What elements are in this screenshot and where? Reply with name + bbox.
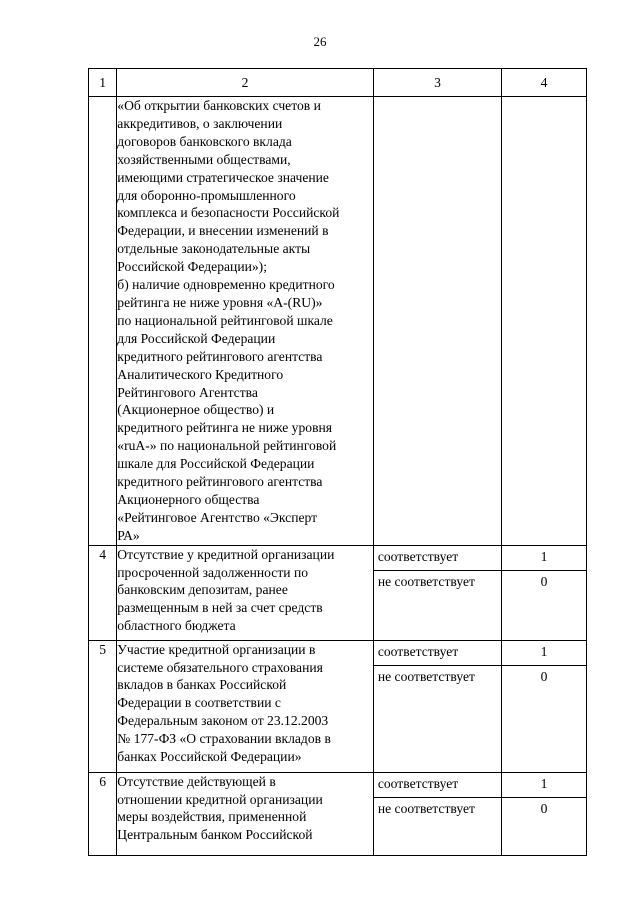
criterion-text [117, 545, 374, 640]
option-labels [373, 640, 501, 772]
criterion-line: отдельные законодательные акты [117, 241, 311, 257]
criterion-line: имеющими стратегическое значение [117, 169, 329, 185]
option-score: 0 [502, 797, 586, 821]
criterion-line: кредитного рейтинга не ниже уровня [117, 420, 333, 436]
criterion-line: просроченной задолженности по [117, 564, 309, 580]
criterion-line: Федеральным законом от 23.12.2003 [117, 713, 329, 729]
criterion-text [117, 640, 374, 772]
option-label: не соответствует [374, 797, 501, 821]
criterion-line: областного бюджета [117, 618, 236, 634]
option-score: 1 [540, 775, 548, 791]
option-label: соответствует [377, 548, 459, 564]
criterion-line: отношении кредитной организации [117, 791, 323, 807]
criterion-line: размещенным в ней за счет средств [117, 600, 323, 616]
option-label: не соответствует [374, 570, 501, 594]
option-score: 1 [540, 643, 548, 659]
table-row [89, 97, 587, 546]
option-labels [373, 545, 501, 640]
table-row [89, 772, 587, 855]
criterion-line: для Российской Федерации [117, 330, 276, 346]
criterion-line: банках Российской Федерации» [117, 749, 302, 765]
criterion-text [117, 97, 374, 546]
criterion-line: для оборонно-промышленного [117, 187, 296, 203]
criterion-line: хозяйственными обществами, [117, 151, 291, 167]
criterion-line: Отсутствие действующей в [117, 773, 276, 789]
option-scores [502, 772, 587, 855]
criterion-line: № 177-ФЗ «О страховании вкладов в [117, 731, 331, 747]
option-scores [502, 545, 587, 640]
criterion-line: банковским депозитам, ранее [117, 582, 288, 598]
criterion-line: комплекса и безопасности Российской [117, 205, 340, 221]
header-cell-1: 1 [89, 69, 117, 97]
option-labels [373, 97, 501, 546]
option-labels [373, 772, 501, 855]
criterion-line: Центральным банком Российской [117, 827, 313, 843]
criterion-line: меры воздействия, примененной [117, 809, 307, 825]
criterion-line: «Рейтинговое Агентство «Эксперт [117, 509, 318, 525]
criterion-line: РА» [117, 527, 140, 543]
criterion-line: Отсутствие у кредитной организации [117, 546, 335, 562]
header-cell-3: 3 [373, 69, 501, 97]
criterion-line: Участие кредитной организации в [117, 641, 316, 657]
table-row [89, 640, 587, 772]
option-scores [502, 640, 587, 772]
table-header-row [89, 69, 587, 97]
criterion-line: договоров банковского вклада [117, 133, 292, 149]
criterion-line: Рейтингового Агентства [117, 384, 258, 400]
option-label: соответствует [377, 775, 459, 791]
criterion-line: вкладов в банках Российской [117, 677, 287, 693]
criterion-line: Аналитического Кредитного [117, 366, 284, 382]
criterion-text [117, 772, 374, 855]
criterion-line: кредитного рейтингового агентства [117, 348, 323, 364]
row-number: 6 [89, 772, 117, 855]
criterion-line: по национальной рейтинговой шкале [117, 312, 333, 328]
page-number: 26 [313, 34, 327, 49]
criterion-line: шкале для Российской Федерации [117, 456, 315, 472]
criterion-line: системе обязательного страхования [117, 659, 323, 675]
row-number: 4 [89, 545, 117, 640]
criterion-line: Российской Федерации»); [117, 259, 267, 275]
table-row [89, 545, 587, 640]
option-label: соответствует [377, 643, 459, 659]
option-score: 1 [540, 548, 548, 564]
option-score: 0 [502, 665, 586, 689]
option-scores [502, 97, 587, 546]
criterion-line: Акционерного общества [117, 491, 260, 507]
criterion-line: «ruA-» по национальной рейтинговой [117, 438, 337, 454]
criterion-line: аккредитивов, о заключении [117, 115, 283, 131]
option-label: не соответствует [374, 665, 501, 689]
criterion-line: «Об открытии банковских счетов и [117, 98, 321, 113]
criterion-line: кредитного рейтингового агентства [117, 474, 323, 490]
criterion-line: б) наличие одновременно кредитного [117, 277, 335, 293]
option-score: 0 [502, 570, 586, 594]
criterion-line: Федерации в соответствии с [117, 695, 281, 711]
row-number [89, 97, 117, 546]
criteria-table [88, 68, 587, 856]
criterion-line: Федерации, и внесении изменений в [117, 223, 329, 239]
header-cell-4: 4 [502, 69, 587, 97]
row-number: 5 [89, 640, 117, 772]
header-cell-2: 2 [117, 69, 374, 97]
criterion-line: рейтинга не ниже уровня «A-(RU)» [117, 294, 323, 310]
criterion-line: (Акционерное общество) и [117, 402, 275, 418]
